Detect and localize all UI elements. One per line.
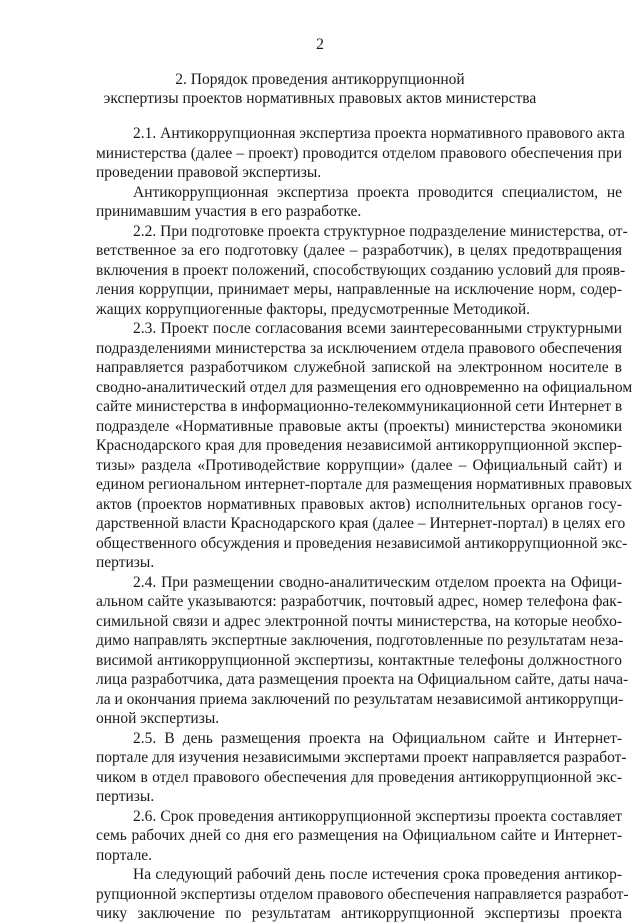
paragraph-line: портале для изучения независимыми экспертами проект направляется разработ- (96, 749, 627, 766)
paragraph-line: ла и окончания приема заключений по результатам независимой антикоррупци- (96, 690, 624, 708)
paragraph-line: подразделе «Нормативные правовые акты (проекты) министерства экономики (96, 417, 622, 435)
paragraph-line: ления коррупции, принимает меры, направленные на исключение норм, содер- (96, 281, 622, 298)
paragraph-line: принимавшим участия в его разработке. (96, 203, 362, 220)
section-heading-line-1: 2. Порядок проведения антикоррупционной (175, 71, 465, 88)
paragraph-line: рупционной экспертизы отделом правового обеспечения направляется разработ- (96, 885, 629, 903)
paragraph-line: 2.2. При подготовке проекта структурное подразделение министерства, от- (133, 222, 628, 240)
paragraph-line: онной экспертизы. (96, 710, 220, 727)
paragraph (96, 865, 629, 924)
paragraph-line: 2.1. Антикоррупционная экспертиза проекта нормативного правового акта (133, 125, 625, 142)
paragraph-line: пертизы. (96, 554, 155, 571)
paragraph-line: пертизы. (96, 788, 155, 805)
paragraph-line: едином региональном интернет-портале для размещения нормативных правовых (96, 476, 633, 493)
paragraph (96, 807, 622, 866)
paragraph-line: министерства (далее – проект) проводится отделом правового обеспечения при (96, 144, 622, 162)
paragraph-line: 2.6. Срок проведения антикоррупционной экспертизы проекта составляет (133, 807, 622, 825)
section-heading (0, 70, 640, 108)
paragraph-line: подразделениями министерства за исключением отдела правового обеспечения (96, 339, 622, 357)
paragraph-line: включения в проект положений, способствующих созданию условий для прояв- (96, 261, 626, 279)
paragraph-line: дарственной власти Краснодарского края (далее – Интернет-портал) в целях его (96, 515, 626, 532)
paragraph-line: 2.4. При размещении сводно-аналитическим отделом проекта на Офици- (133, 573, 622, 591)
paragraph-line: сводно-аналитический отдел для размещения его одновременно на официальном (96, 378, 633, 396)
section-heading-line-2: экспертизы проектов нормативных правовых актов министерства (103, 90, 537, 107)
paragraph-line: лица разработчика, дата размещения проекта на Официальном сайте, даты нача- (96, 671, 629, 688)
paragraph (96, 729, 627, 807)
paragraph-line: 2.5. В день размещения проекта на Официальном сайте и Интернет- (133, 729, 622, 747)
paragraph-line: портале. (96, 846, 153, 864)
paragraph (96, 319, 633, 573)
paragraph (96, 124, 625, 183)
paragraph-line: жащих коррупциогенные факторы, предусмотренные Методикой. (96, 300, 531, 318)
paragraph-line: семь рабочих дней со дня его размещения на Официальном сайте и Интернет- (96, 827, 622, 844)
paragraph-line: Антикоррупционная экспертиза проекта проводится специалистом, не (133, 183, 622, 201)
page-number: 2 (316, 36, 324, 53)
paragraph-line: чику заключение по результатам антикоррупционной экспертизы проекта (96, 905, 622, 922)
paragraph-line: направляется разработчиком служебной запиской на электронном носителе в (96, 359, 622, 376)
paragraph-line: актов (проектов нормативных правовых актов) исполнительных органов госу- (96, 495, 622, 513)
paragraph (96, 222, 628, 320)
paragraph (96, 573, 629, 729)
paragraph-line: димо направлять экспертные заключения, подготовленные по результатам неза- (96, 632, 624, 649)
paragraph-line: На следующий рабочий день после истечения срока проведения антикор- (133, 866, 622, 883)
paragraph-line: симильной связи и адрес электронной почты министерства, на которые необхо- (96, 612, 622, 630)
paragraph (96, 183, 622, 222)
paragraph-line: 2.3. Проект после согласования всеми заинтересованными структурными (133, 320, 622, 337)
document-body (96, 124, 633, 924)
paragraph-line: чиком в отдел правового обеспечения для проведения антикоррупционной экс- (96, 768, 622, 786)
paragraph-line: висимой антикоррупционной экспертизы, контактные телефоны должностного (96, 651, 622, 669)
paragraph-line: проведении правовой экспертизы. (96, 164, 322, 181)
paragraph-line: общественного обсуждения и проведения независимой антикоррупционной экс- (96, 534, 628, 552)
paragraph-line: Краснодарского края для проведения независимой антикоррупционной экспер- (96, 437, 622, 454)
paragraph-line: альном сайте указываются: разработчик, почтовый адрес, номер телефона фак- (96, 593, 622, 610)
paragraph-line: сайте министерства в информационно-телекоммуникационной сети Интернет в (96, 398, 623, 415)
paragraph-line: ветственное за его подготовку (далее – разработчик), в целях предотвращения (96, 242, 622, 259)
paragraph-line: тизы» раздела «Противодействие коррупции» (далее – Официальный сайт) и (96, 456, 622, 474)
